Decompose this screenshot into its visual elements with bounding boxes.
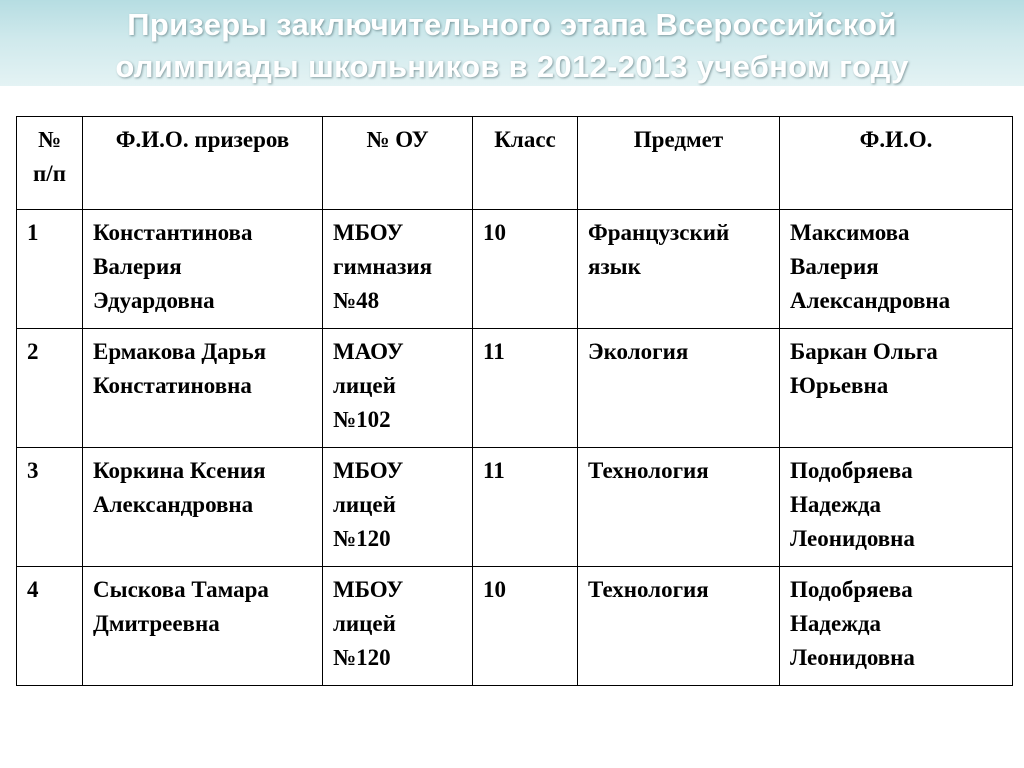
column-header-subject: Предмет [578, 117, 780, 210]
subject-line: Технология [588, 458, 709, 483]
table-row [17, 567, 1013, 686]
school-line: МАОУ [333, 339, 404, 364]
teacher-name-line: Надежда [790, 492, 882, 517]
winner-name-line: Ермакова Дарья [93, 339, 267, 364]
cell-number: 4 [17, 567, 83, 686]
column-header-school: № ОУ [323, 117, 473, 210]
column-header-class: Класс [473, 117, 578, 210]
cell-subject [578, 448, 780, 567]
school-line: №120 [333, 645, 391, 670]
cell-winner-name [83, 567, 323, 686]
cell-school [323, 329, 473, 448]
cell-school [323, 448, 473, 567]
title-line-1: Призеры заключительного этапа Всероссийской [127, 7, 897, 42]
cell-class: 10 [473, 210, 578, 329]
cell-class: 11 [473, 329, 578, 448]
table-row [17, 210, 1013, 329]
winner-name-line: Валерия [93, 254, 182, 279]
cell-teacher-name [780, 448, 1013, 567]
teacher-name-line: Баркан Ольга [790, 339, 938, 364]
table-row [17, 448, 1013, 567]
cell-class: 11 [473, 448, 578, 567]
cell-subject [578, 329, 780, 448]
teacher-name-line: Леонидовна [790, 526, 915, 551]
winner-name-line: Эдуардовна [93, 288, 215, 313]
teacher-name-line: Александровна [790, 288, 951, 313]
cell-subject [578, 567, 780, 686]
teacher-name-line: Юрьевна [790, 373, 889, 398]
teacher-name-line: Подобряева [790, 577, 913, 602]
school-line: лицей [333, 611, 396, 636]
cell-number: 2 [17, 329, 83, 448]
cell-school [323, 567, 473, 686]
teacher-name-line: Максимова [790, 220, 910, 245]
cell-winner-name [83, 448, 323, 567]
cell-teacher-name [780, 210, 1013, 329]
subject-line: язык [588, 254, 641, 279]
teacher-name-line: Надежда [790, 611, 882, 636]
winner-name-line: Констатиновна [93, 373, 252, 398]
cell-winner-name [83, 329, 323, 448]
column-header-number: № п/п [17, 117, 83, 210]
column-header-winner-name: Ф.И.О. призеров [83, 117, 323, 210]
winner-name-line: Сыскова Тамара [93, 577, 269, 602]
school-line: МБОУ [333, 220, 404, 245]
prize-winners-table [16, 116, 1013, 686]
cell-number: 1 [17, 210, 83, 329]
winner-name-line: Александровна [93, 492, 254, 517]
cell-subject [578, 210, 780, 329]
teacher-name-line: Леонидовна [790, 645, 915, 670]
winner-name-line: Дмитреевна [93, 611, 220, 636]
cell-number: 3 [17, 448, 83, 567]
subject-line: Экология [588, 339, 689, 364]
cell-winner-name [83, 210, 323, 329]
school-line: №102 [333, 407, 391, 432]
column-header-teacher-name: Ф.И.О. [780, 117, 1013, 210]
table-row [17, 329, 1013, 448]
school-line: №48 [333, 288, 380, 313]
cell-school [323, 210, 473, 329]
school-line: гимназия [333, 254, 433, 279]
subject-line: Французский [588, 220, 730, 245]
cell-class: 10 [473, 567, 578, 686]
school-line: МБОУ [333, 458, 404, 483]
teacher-name-line: Валерия [790, 254, 879, 279]
school-line: №120 [333, 526, 391, 551]
subject-line: Технология [588, 577, 709, 602]
winner-name-line: Коркина Ксения [93, 458, 266, 483]
school-line: МБОУ [333, 577, 404, 602]
school-line: лицей [333, 373, 396, 398]
school-line: лицей [333, 492, 396, 517]
title-line-2: олимпиады школьников в 2012-2013 учебном году [115, 49, 909, 84]
table-header-row [17, 117, 1013, 210]
teacher-name-line: Подобряева [790, 458, 913, 483]
slide-title [0, 4, 1024, 88]
cell-teacher-name [780, 329, 1013, 448]
cell-teacher-name [780, 567, 1013, 686]
winner-name-line: Константинова [93, 220, 253, 245]
